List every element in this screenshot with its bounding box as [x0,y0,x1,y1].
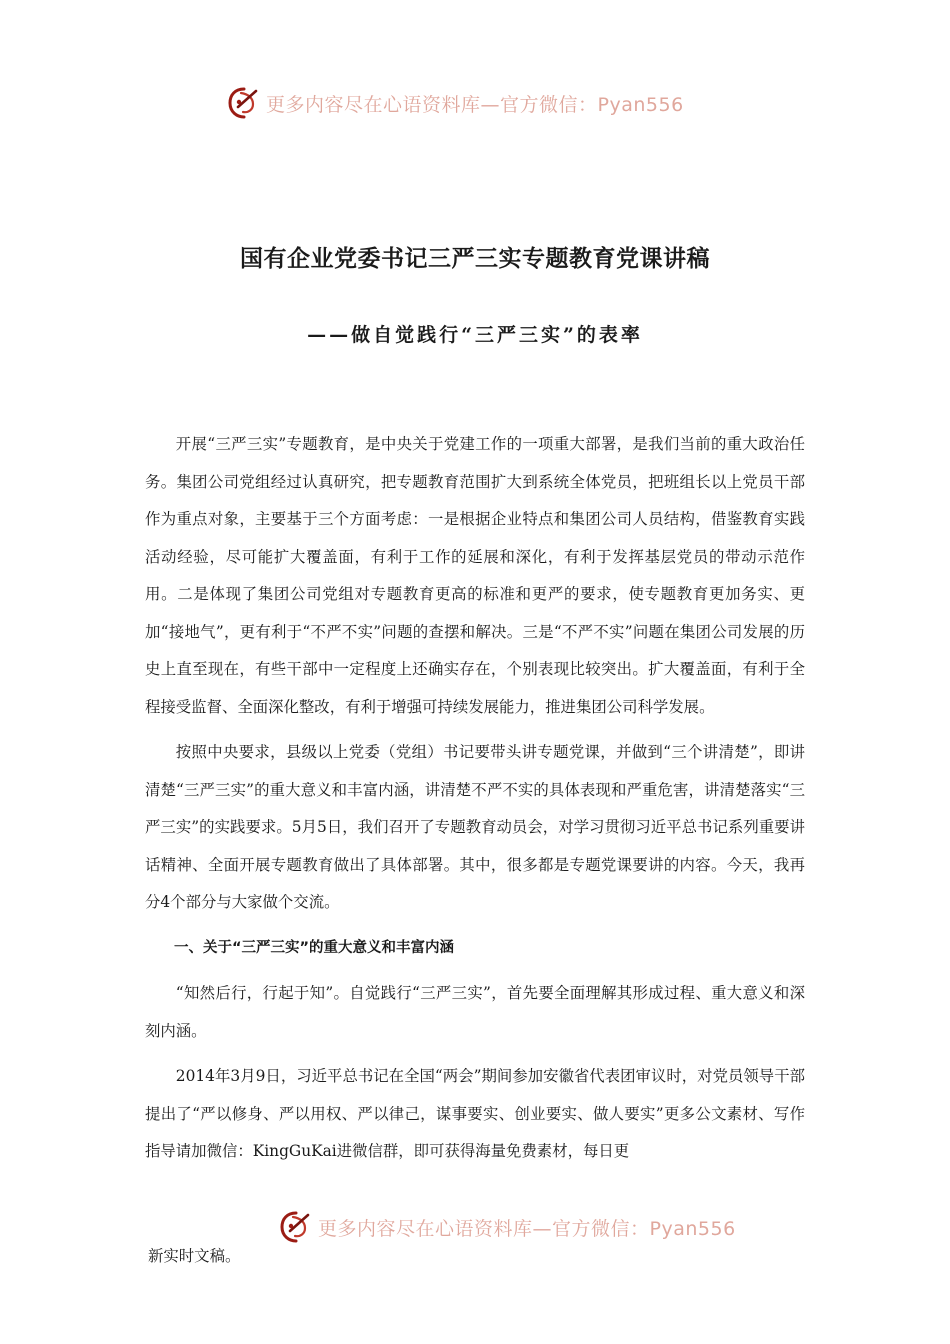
brush-logo-icon [278,1209,314,1245]
paragraph-4-continuation: 新实时文稿。 [148,1247,241,1265]
document-title: 国有企业党委书记三严三实专题教育党课讲稿 [240,246,710,272]
brush-logo-icon [226,85,262,121]
document-subtitle: ——做自觉践行“三严三实”的表率 [307,324,643,346]
watermark-text: 更多内容尽在心语资料库—官方微信：Pyan556 [318,1217,736,1240]
paragraph-3: “知然后行，行起于知”。自觉践行“三严三实”，首先要全面理解其形成过程、重大意义和深刻内涵。 [145,984,805,1040]
paragraph-1: 开展“三严三实”专题教育，是中央关于党建工作的一项重大部署，是我们当前的重大政治任务。集团公司党组经过认真研究，把专题教育范围扩大到系统全体党员，把班组长以上党员干部作为重点对象，主要基于三个方面考虑：一是根据企业特点和集团公司人员结构，借鉴教育实践活动经验，尽可能扩大覆盖面，有利于工作的延展和深化，有利于发挥基层党员的带动示范作用。二是体现了集团公司党组对专题教育更高的标准和更严的要求，使专题教育更加务实、更加“接地气”，更有利于“不严不实”问题的查摆和解决。三是“不严不实”问题在集团公司发展的历史上直至现在，有些干部中一定程度上还确实存在，个别表现比较突出。扩大覆盖面，有利于全程接受监督、全面深化整改，有利于增强可持续发展能力，推进集团公司科学发展。 [145,435,805,716]
watermark-text: 更多内容尽在心语资料库—官方微信：Pyan556 [266,93,684,116]
paragraph-4: 2014年3月9日，习近平总书记在全国“两会”期间参加安徽省代表团审议时，对党员领导干部提出了“严以修身、严以用权、严以律己，谋事要实、创业要实、做人要实”更多公文素材、写作指导请加微信：KingGuKai进微信群，即可获得海量免费素材，每日更 [145,1067,805,1160]
paragraph-2: 按照中央要求，县级以上党委（党组）书记要带头讲专题党课，并做到“三个讲清楚”，即讲清楚“三严三实”的重大意义和丰富内涵，讲清楚不严不实的具体表现和严重危害，讲清楚落实“三严三实”的实践要求。5月5日，我们召开了专题教育动员会，对学习贯彻习近平总书记系列重要讲话精神、全面开展专题教育做出了具体部署。其中，很多都是专题党课要讲的内容。今天，我再分4个部分与大家做个交流。 [145,743,805,911]
section-heading: 一、关于“三严三实”的重大意义和丰富内涵 [174,939,455,956]
document-body [145,426,805,1179]
watermark-bottom [278,1207,736,1247]
watermark-top [226,83,684,123]
